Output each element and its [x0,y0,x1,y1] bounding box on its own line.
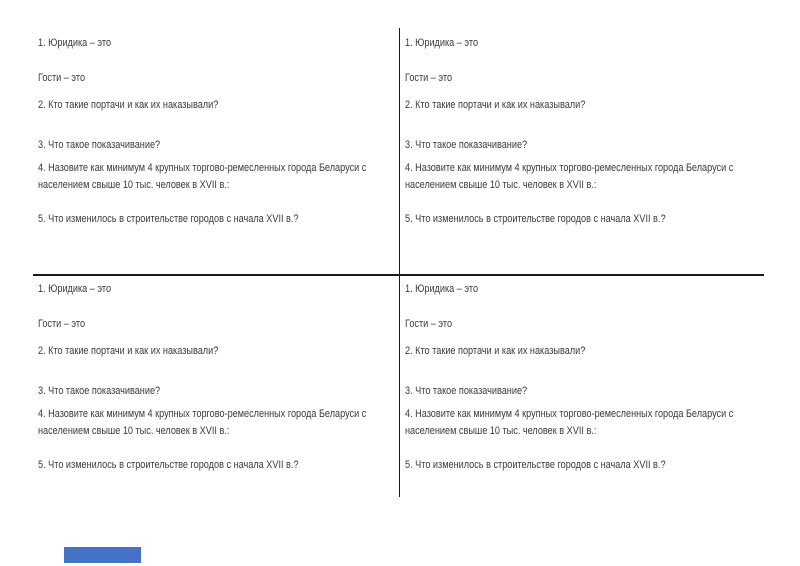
question-construction: 5. Что изменилось в строительстве городов с начала XVII в.? [405,459,666,471]
question-cities-line1: 4. Назовите как минимум 4 крупных торгово-ремесленных города Беларуси с [38,408,367,420]
question-portachi: 2. Кто такие портачи и как их наказывали? [405,99,586,111]
question-construction: 5. Что изменилось в строительстве городов с начала XVII в.? [38,459,299,471]
question-cities-line2: населением свыше 10 тыс. человек в XVII в.: [405,179,597,191]
question-yuridika: 1. Юридика – это [38,37,112,49]
horizontal-divider-line [33,274,764,276]
vertical-divider-line [399,28,400,497]
quadrant-top-right [405,30,762,262]
question-yuridika: 1. Юридика – это [38,283,112,295]
question-pokazachivanie: 3. Что такое показачивание? [38,385,161,397]
blue-marker-bar [64,547,141,563]
question-pokazachivanie: 3. Что такое показачивание? [38,139,161,151]
question-cities-line2: населением свыше 10 тыс. человек в XVII в.: [38,425,230,437]
question-cities-line2: населением свыше 10 тыс. человек в XVII в.: [405,425,597,437]
question-yuridika: 1. Юридика – это [405,37,479,49]
quadrant-bottom-left [38,276,395,508]
question-yuridika: 1. Юридика – это [405,283,479,295]
question-gosti: Гости – это [38,72,86,84]
question-gosti: Гости – это [405,72,453,84]
question-cities-line1: 4. Назовите как минимум 4 крупных торгово-ремесленных города Беларуси с [405,408,734,420]
question-portachi: 2. Кто такие портачи и как их наказывали? [38,345,219,357]
question-gosti: Гости – это [38,318,86,330]
question-gosti: Гости – это [405,318,453,330]
question-cities-line1: 4. Назовите как минимум 4 крупных торгово-ремесленных города Беларуси с [405,162,734,174]
question-pokazachivanie: 3. Что такое показачивание? [405,385,528,397]
quadrant-top-left [38,30,395,262]
question-construction: 5. Что изменилось в строительстве городов с начала XVII в.? [38,213,299,225]
question-cities-line1: 4. Назовите как минимум 4 крупных торгово-ремесленных города Беларуси с [38,162,367,174]
question-portachi: 2. Кто такие портачи и как их наказывали? [405,345,586,357]
question-pokazachivanie: 3. Что такое показачивание? [405,139,528,151]
question-cities-line2: населением свыше 10 тыс. человек в XVII в.: [38,179,230,191]
question-construction: 5. Что изменилось в строительстве городов с начала XVII в.? [405,213,666,225]
question-portachi: 2. Кто такие портачи и как их наказывали? [38,99,219,111]
quadrant-bottom-right [405,276,762,508]
